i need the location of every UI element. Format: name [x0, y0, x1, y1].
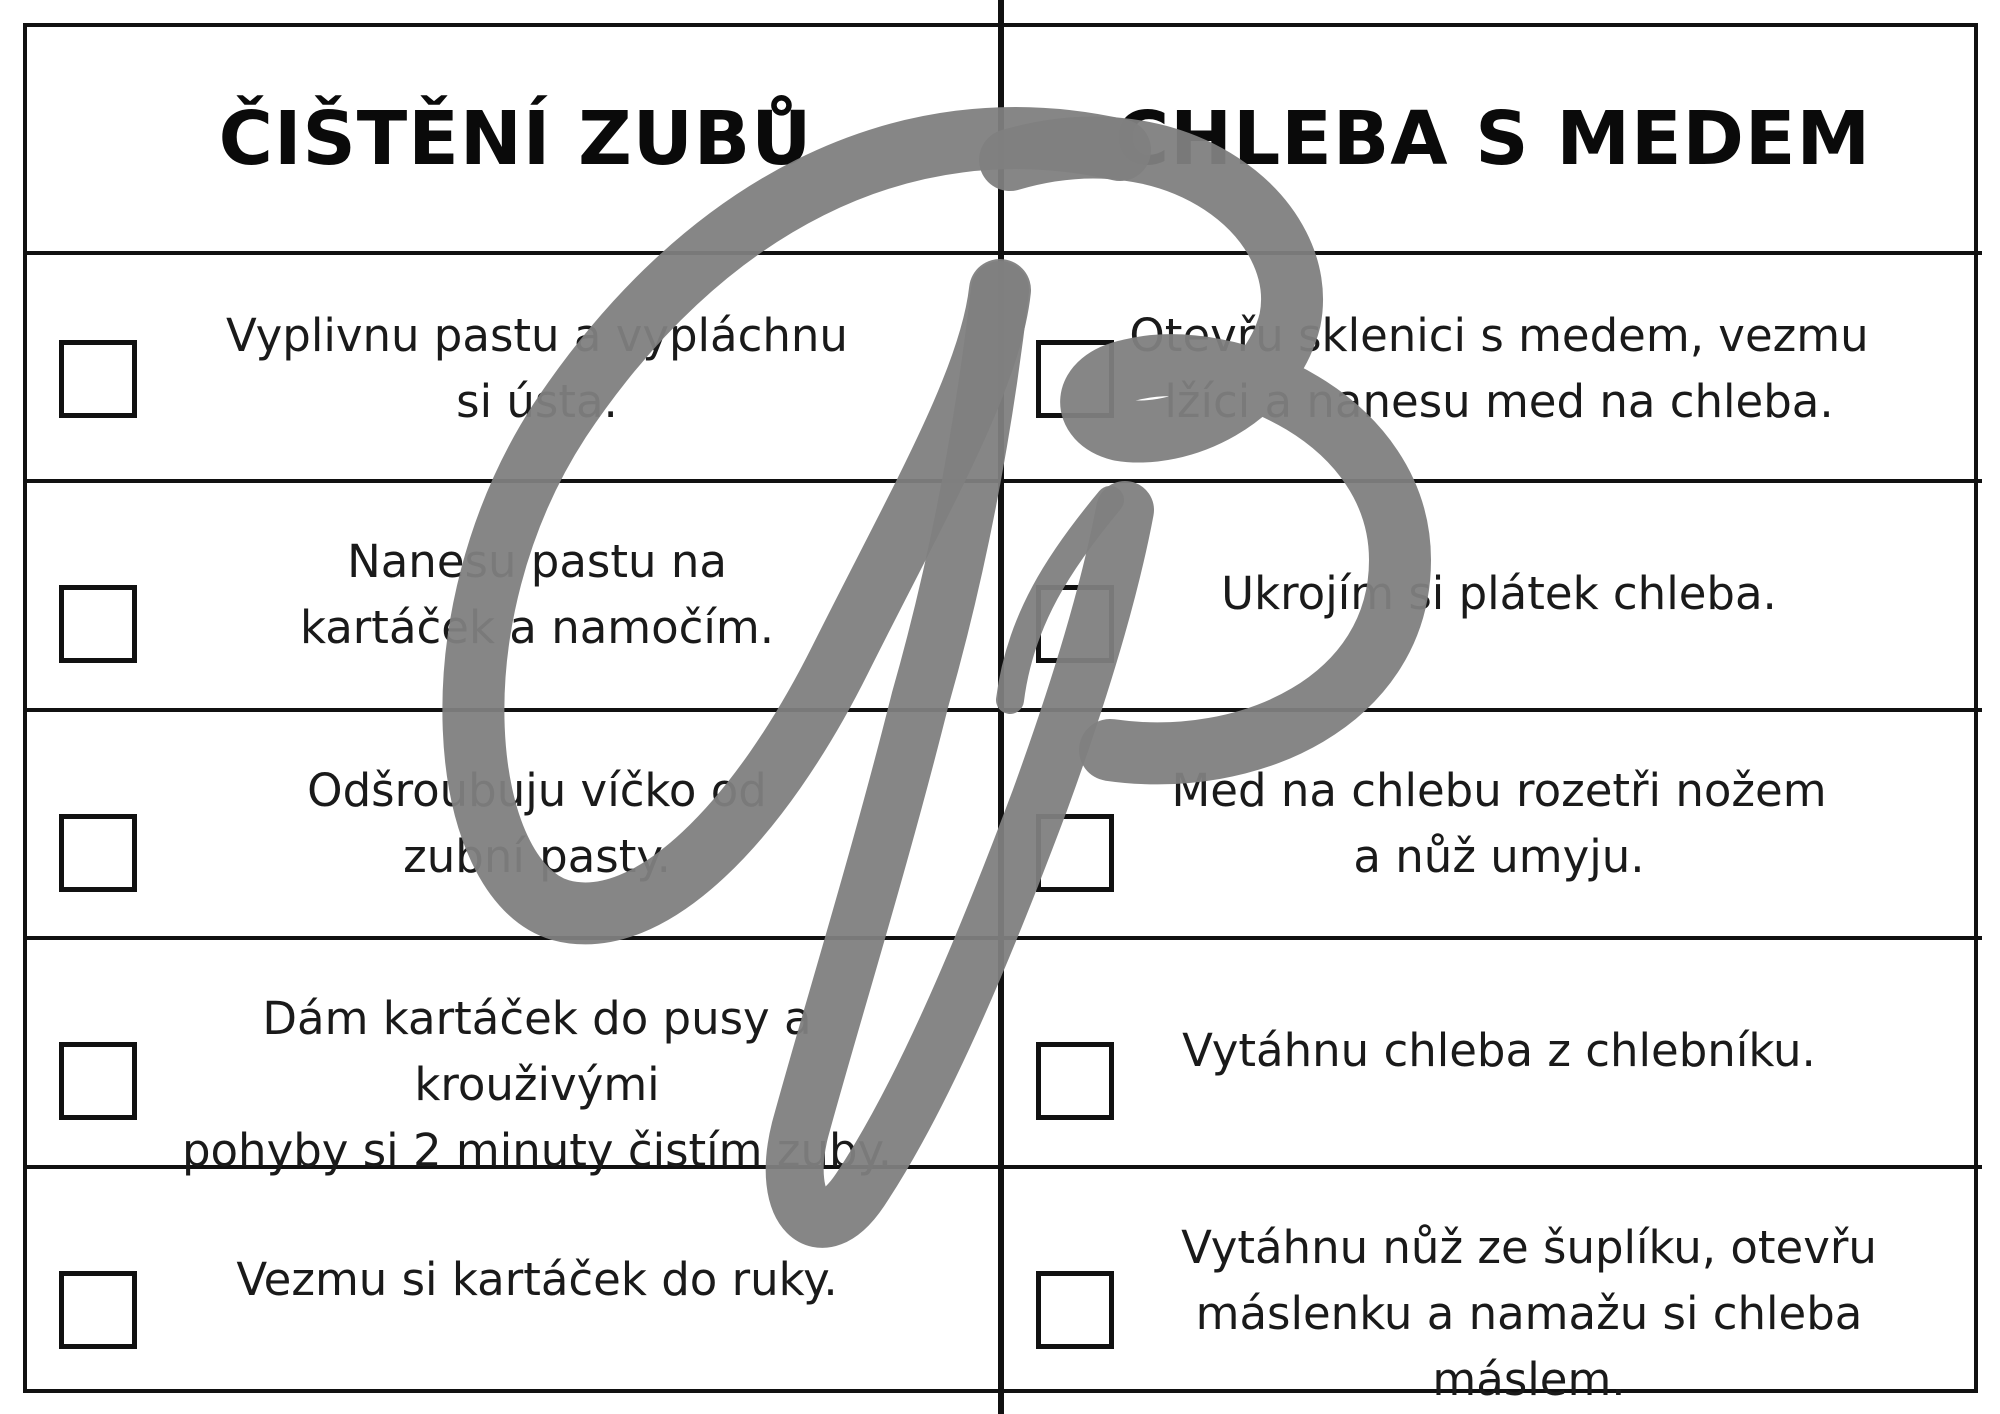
step-cell-left-3 [27, 712, 1004, 940]
step-checkbox-left-3[interactable] [59, 814, 137, 892]
step-cell-left-5 [27, 1169, 1004, 1397]
header-bread-with-honey [1004, 27, 1982, 255]
step-text-left-5: Vezmu si kartáček do ruky. [236, 1252, 838, 1306]
step-checkbox-left-2[interactable] [59, 585, 137, 663]
header-brushing-teeth [27, 27, 1004, 255]
step-text-right-1: Otevřu sklenici s medem, vezmu lžíci a nanesu med na chleba. [1129, 309, 1869, 428]
column-title-brushing-teeth: ČIŠTĚNÍ ZUBŮ [218, 96, 813, 182]
step-cell-right-5 [1004, 1169, 1982, 1406]
step-checkbox-left-1[interactable] [59, 340, 137, 418]
column-title-bread-with-honey: CHLEBA S MEDEM [1114, 96, 1872, 182]
step-text-left-3: Odšroubuju víčko od zubní pasty. [307, 763, 767, 883]
step-text-right-4: Vytáhnu chleba z chlebníku. [1182, 1024, 1816, 1078]
step-text-right-2: Ukrojím si plátek chleba. [1221, 567, 1777, 621]
step-checkbox-left-4[interactable] [59, 1042, 137, 1120]
step-text-left-1: Vyplivnu pastu a vypláchnu si ústa. [226, 309, 848, 428]
step-cell-right-1 [1004, 255, 1982, 483]
step-text-right-3: Med na chlebu rozetři nožem a nůž umyju. [1171, 763, 1827, 883]
step-text-left-2: Nanesu pastu na kartáček a namočím. [299, 535, 775, 655]
step-checkbox-left-5[interactable] [59, 1271, 137, 1349]
step-text-left-4: Dám kartáček do pusy a krouživými pohyby si 2 minuty čistím zuby. [181, 992, 893, 1178]
step-cell-right-2 [1004, 483, 1982, 711]
step-cell-left-4 [27, 940, 1004, 1178]
step-cell-right-3 [1004, 712, 1982, 940]
step-text-right-5: Vytáhnu nůž ze šuplíku, otevřu máslenku a namažu si chleba máslem. [1181, 1220, 1877, 1406]
step-cell-left-2 [27, 483, 1004, 711]
center-divider-line [998, 0, 1004, 1414]
step-cell-left-1 [27, 255, 1004, 483]
step-cell-right-4 [1004, 940, 1982, 1168]
